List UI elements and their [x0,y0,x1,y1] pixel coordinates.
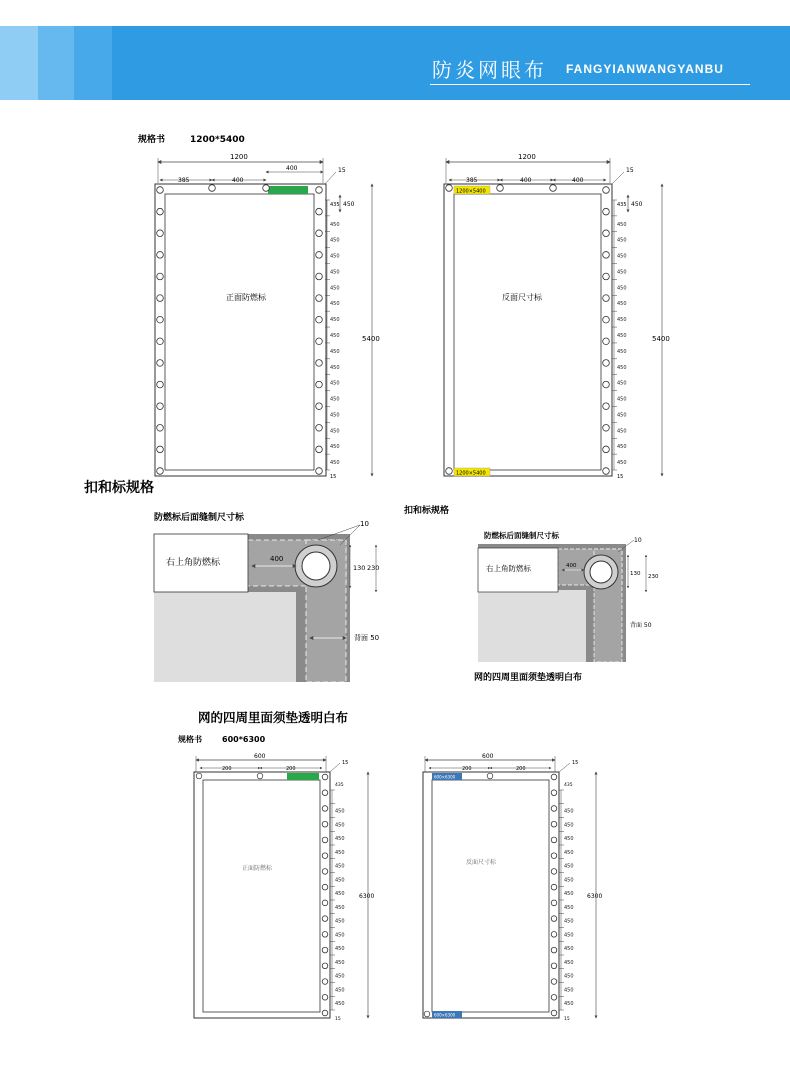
grommet [322,900,328,906]
tick-label-450: 450 [564,918,574,925]
buckle-caption: 防燃标后面缝制尺寸标 [484,531,559,540]
grommet [322,806,328,812]
dim-10-label: 10 [634,537,642,544]
grommet [157,468,164,475]
grommet [316,208,323,215]
tick-label-450: 450 [335,849,345,856]
grommet [551,806,557,812]
side-tick-marks [330,790,345,1010]
grommet [316,424,323,431]
dim-200b-label: 200 [286,766,296,772]
grommet [316,273,323,280]
grommet [196,773,202,779]
tick-label-450: 450 [335,932,345,939]
front-panel-1200x5400 [155,153,380,480]
grommet [157,208,164,215]
grommet [322,853,328,859]
dim-400a-label: 400 [232,177,244,184]
grommet [551,932,557,938]
tick-label-450: 450 [564,891,574,898]
size-tag-text: 1200×5400 [456,188,486,195]
grommet [157,273,164,280]
buckle-detail-small [404,504,659,683]
dim-15-label: 15 [338,167,346,174]
tick-label-450: 450 [330,237,340,244]
dim-200b-label: 200 [516,766,526,772]
grommet [603,187,610,194]
spec-size: 1200*5400 [190,135,245,145]
dim-200-label: 200 [222,766,232,772]
grommet [316,295,323,302]
back-panel-600x6300 [423,753,602,1022]
tick-label-450: 450 [330,444,340,451]
width-label: 1200 [230,153,248,161]
dim-15-label: 15 [572,760,579,766]
spec-size: 600*6300 [222,735,266,744]
dim-400b-label: 400 [572,177,584,184]
tick-label-450: 450 [330,317,340,324]
back-label: 反面尺寸标 [502,293,542,302]
grommet [322,916,328,922]
tick-label-450: 450 [617,396,627,403]
spec-label: 规格书 [138,135,166,145]
leader-line [325,172,336,184]
grommet [316,360,323,367]
dim-230-label: 230 [648,574,659,580]
grommet [603,424,610,431]
grommet [157,187,164,194]
tick-label-450: 450 [330,253,340,260]
grommet [157,230,164,237]
tick-label-450: 450 [335,877,345,884]
tick-label-450: 450 [330,333,340,339]
tick-label-450: 450 [335,946,345,953]
front-label: 正面防燃标 [226,293,266,302]
fire-label-tag [268,186,308,194]
fire-label-tag [287,773,319,780]
width-label: 600 [482,753,494,760]
dim-435-label: 435 [564,783,573,788]
grommet [603,338,610,345]
grommet [603,208,610,215]
grommet-hole [302,552,330,580]
grommet [551,790,557,796]
size-tag-text: 600×6300 [434,1012,456,1018]
tick-label-450: 450 [330,380,340,387]
tick-label-450: 450 [617,412,627,419]
grommet [551,884,557,890]
tick-label-450: 450 [330,428,340,435]
side-tick-marks [559,790,574,1010]
tick-label-450: 450 [617,253,627,260]
grommet [497,185,504,192]
tick-label-450: 450 [617,221,627,228]
grommet [316,446,323,453]
grommet [603,230,610,237]
dim-400-label: 400 [270,555,284,563]
grommet [322,1010,328,1016]
side-tick-marks [612,200,627,470]
buckle-small-title: 扣和标规格 [404,506,450,516]
tick-label-450: 450 [617,380,627,387]
tick-label-450: 450 [564,904,574,911]
back-50-label: 背面 50 [354,634,380,642]
tick-label-450: 450 [564,822,574,829]
grommet [316,468,323,475]
tick-label-450: 450 [335,904,345,911]
grommet [424,1011,430,1017]
back-panel-1200x5400 [444,153,670,480]
tick-label-450: 450 [617,428,627,435]
grommet [157,403,164,410]
grommet [157,316,164,323]
tick-label-450: 450 [335,987,345,994]
grommet [551,916,557,922]
grommet [157,424,164,431]
grommet [316,252,323,259]
tick-label-450: 450 [330,301,340,308]
dim-385-label: 385 [178,177,190,184]
grommet [603,316,610,323]
tick-label-450: 450 [335,918,345,925]
tick-label-450: 450 [564,1001,574,1008]
grommet [263,185,270,192]
grommet [446,468,453,475]
grommet [551,774,557,780]
dim-130-label: 130 [353,564,366,572]
dim-450-side-label: 450 [343,201,355,208]
grommet [157,360,164,367]
grommet [316,187,323,194]
corner-label-text: 右上角防燃标 [486,564,531,573]
grommet [322,790,328,796]
tick-label-450: 450 [564,808,574,815]
height-label: 5400 [362,335,380,343]
dim-400-label: 400 [566,563,577,569]
grommet [157,338,164,345]
grommet [316,381,323,388]
grommet [603,468,610,475]
grommet [316,316,323,323]
front-panel-600x6300 [194,753,374,1022]
grommet [446,185,453,192]
dim-435-label: 435 [330,202,340,208]
tick-label-450: 450 [330,460,340,467]
dim-400a-label: 400 [520,177,532,184]
grommet [603,273,610,280]
back-50-label: 背面 50 [630,622,652,629]
note-large: 网的四周里面须垫透明白布 [198,710,349,725]
net-inner-area [203,780,320,1012]
tick-label-450: 450 [617,364,627,371]
width-label: 600 [254,753,266,760]
grommet [322,821,328,827]
tick-label-450: 450 [330,269,340,276]
net-inner-area [165,194,314,470]
dim-385-label: 385 [466,177,478,184]
tick-label-450: 450 [564,932,574,939]
tick-label-450: 450 [617,460,627,467]
dim-400-label: 400 [286,165,298,172]
dim-435-label: 435 [335,783,344,788]
buckle-caption: 防燃标后面缝制尺寸标 [154,513,245,523]
height-label: 6300 [359,893,375,900]
dim-15-label: 15 [342,760,349,766]
height-label: 5400 [652,335,670,343]
grommet [603,252,610,259]
dim-450-side-label: 450 [631,201,643,208]
grommet [209,185,216,192]
tick-label-450: 450 [564,959,574,966]
dim-15-label: 15 [626,167,634,174]
grommet [551,869,557,875]
dim-15-bottom: 15 [330,474,337,480]
grommet [322,963,328,969]
grommet [551,900,557,906]
tick-label-450: 450 [335,959,345,966]
leader-line [330,763,340,772]
grommet [316,338,323,345]
grommet [487,773,493,779]
tick-label-450: 450 [335,1001,345,1008]
corner-label-text: 右上角防燃标 [166,558,221,568]
grommet [603,295,610,302]
header-title: 防炎网眼布 [432,58,547,82]
buckle-section-title: 扣和标规格 [84,480,154,496]
grommet [322,932,328,938]
height-label: 6300 [587,893,603,900]
grommet [550,185,557,192]
tick-label-450: 450 [335,973,345,980]
dim-230-label: 230 [367,564,380,572]
grommet [322,837,328,843]
grommet [551,837,557,843]
width-label: 1200 [518,153,536,161]
tick-label-450: 450 [564,877,574,884]
buckle-detail-large [154,511,379,682]
size-tag-text: 600×6300 [434,774,456,780]
grommet [157,252,164,259]
tick-label-450: 450 [335,822,345,829]
grommet-hole [590,561,612,583]
grommet [322,774,328,780]
grommet [157,381,164,388]
dim-200-label: 200 [462,766,472,772]
grommet [257,773,263,779]
tick-label-450: 450 [617,317,627,324]
tick-label-450: 450 [617,333,627,339]
dim-15-bottom: 15 [335,1017,341,1022]
tick-label-450: 450 [330,221,340,228]
tick-label-450: 450 [617,301,627,308]
back-label: 反面尺寸标 [466,859,497,866]
tick-label-450: 450 [564,863,574,870]
tick-label-450: 450 [330,412,340,419]
dim-10-label: 10 [360,520,369,528]
dim-15-bottom: 15 [564,1017,570,1022]
dim-15-bottom: 15 [617,474,624,480]
tick-label-450: 450 [335,836,345,843]
tick-label-450: 450 [335,891,345,898]
tick-label-450: 450 [330,348,340,355]
grommet [551,947,557,953]
side-tick-marks [325,200,340,470]
leader-line [559,763,570,772]
tick-label-450: 450 [330,396,340,403]
leader-line [612,172,624,184]
tick-label-450: 450 [617,285,627,292]
grommet [322,884,328,890]
grommet [551,1010,557,1016]
front-label: 正面防燃标 [242,865,273,872]
tick-label-450: 450 [564,849,574,856]
tick-label-450: 450 [564,836,574,843]
grommet [551,994,557,1000]
grommet [322,869,328,875]
tick-label-450: 450 [617,348,627,355]
spec-label: 规格书 [178,735,202,744]
tick-label-450: 450 [335,808,345,815]
tick-label-450: 450 [617,269,627,276]
grommet [322,947,328,953]
tick-label-450: 450 [617,237,627,244]
dim-130-label: 130 [630,571,641,577]
header-subtitle: FANGYIANWANGYANBU [566,62,724,76]
grommet [157,295,164,302]
tick-label-450: 450 [564,973,574,980]
grommet [316,403,323,410]
tick-label-450: 450 [330,364,340,371]
size-tag-text: 1200×5400 [456,470,486,477]
grommet [603,360,610,367]
dim-435-label: 435 [617,202,627,208]
tick-label-450: 450 [564,946,574,953]
tick-label-450: 450 [564,987,574,994]
grommet [551,963,557,969]
net-inner-area [454,194,601,470]
note-small: 网的四周里面须垫透明白布 [474,673,583,683]
grommet [322,979,328,985]
grommet [603,403,610,410]
net-inner-area [432,780,549,1012]
tick-label-450: 450 [335,863,345,870]
grommet [603,381,610,388]
grommet [551,979,557,985]
grommet [603,446,610,453]
grommet [551,821,557,827]
grommet [316,230,323,237]
grommet [322,994,328,1000]
tick-label-450: 450 [330,285,340,292]
grommet [157,446,164,453]
grommet [551,853,557,859]
tick-label-450: 450 [617,444,627,451]
